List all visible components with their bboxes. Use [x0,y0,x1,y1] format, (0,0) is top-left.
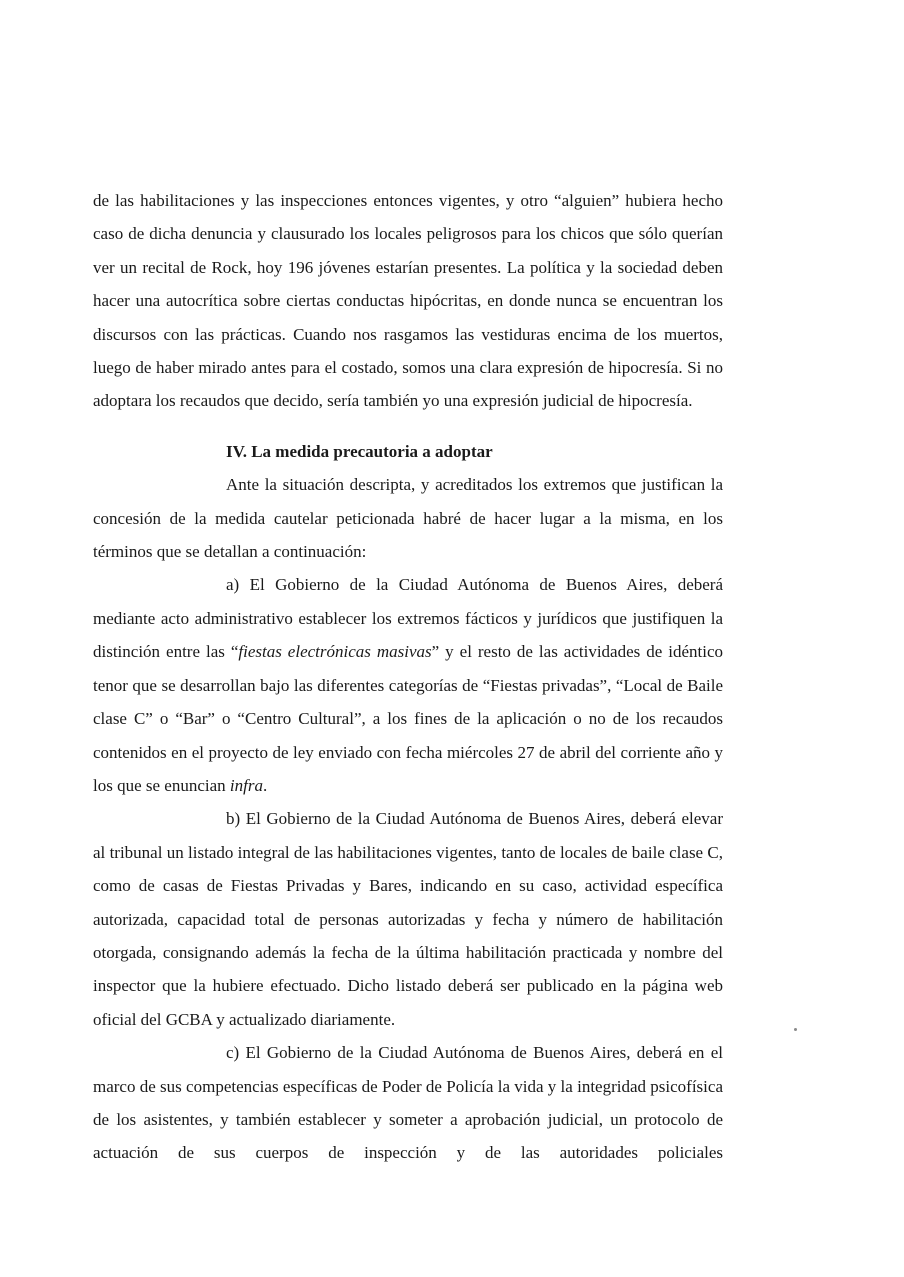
paragraph-item-c-text: c) El Gobierno de la Ciudad Autónoma de Buenos Aires, deberá en el marco de sus competencias específicas de Poder de Policía la vida y la integridad psicofísica de los asistentes, y también establecer y someter a aprobación judicial, un protocolo de actuación de sus cuerpos de inspección y de las autoridades policiales [93,1043,723,1163]
paragraph-item-a-text: infra [229,775,263,795]
section-heading-iv-text: IV. La medida precautoria a adoptar [226,441,493,461]
paragraph-item-b [93,802,723,1036]
document-text [93,184,723,1170]
paragraph-medida-intro-text: Ante la situación descripta, y acreditados los extremos que justifican la concesión de la medida cautelar peticionada habré de hacer lugar a la misma, en los términos que se detallan a continuación: [93,475,723,562]
scan-artifact-dot [794,1028,797,1031]
paragraph-continuation [93,184,723,418]
paragraph-medida-intro [93,468,723,568]
paragraph-continuation-text: de las habilitaciones y las inspecciones entonces vigentes, y otro “alguien” hubiera hecho caso de dicha denuncia y clausurado los locales peligrosos para los chicos que sólo querían ver un recital de Rock, hoy 196 jóvenes estarían presentes. La política y la sociedad deben hacer una autocrítica sobre ciertas conductas hipócritas, en donde nunca se encuentran los discursos con las prácticas. Cuando nos rasgamos las vestiduras encima de los muertos, luego de haber mirado antes para el costado, somos una clara expresión de hipocresía. Si no adoptara los recaudos que decido, sería también yo una expresión judicial de hipocresía. [93,191,723,411]
paragraph-item-a-text: fiestas electrónicas masivas [238,642,432,662]
paragraph-item-a-text: ” y el resto de las actividades de idéntico tenor que se desarrollan bajo las diferentes categorías de “Fiestas privadas”, “Local de Baile clase C” o “Bar” o “Centro Cultural”, a los fines de la aplicación o no de los recaudos contenidos en el proyecto de ley enviado con fecha miércoles 27 de abril del corriente año y los que se enuncian [93,642,724,795]
paragraph-item-a-text: a) El Gobierno de la Ciudad Autónoma de Buenos Aires, deberá mediante acto administrativo establecer los extremos fácticos y jurídicos que justifiquen la distinción entre las “ [93,575,723,662]
paragraph-item-a-text: . [262,775,268,795]
paragraph-item-c [93,1036,723,1170]
paragraph-item-b-text: b) El Gobierno de la Ciudad Autónoma de Buenos Aires, deberá elevar al tribunal un listado integral de las habilitaciones vigentes, tanto de locales de baile clase C, como de casas de Fiestas Privadas y Bares, indicando en su caso, actividad específica autorizada, capacidad total de personas autorizadas y fecha y número de habilitación otorgada, consignando además la fecha de la última habilitación practicada y nombre del inspector que la hubiere efectuado. Dicho listado deberá ser publicado en la página web oficial del GCBA y actualizado diariamente. [93,809,723,1029]
section-heading-iv [226,435,723,468]
paragraph-item-a [93,568,723,802]
